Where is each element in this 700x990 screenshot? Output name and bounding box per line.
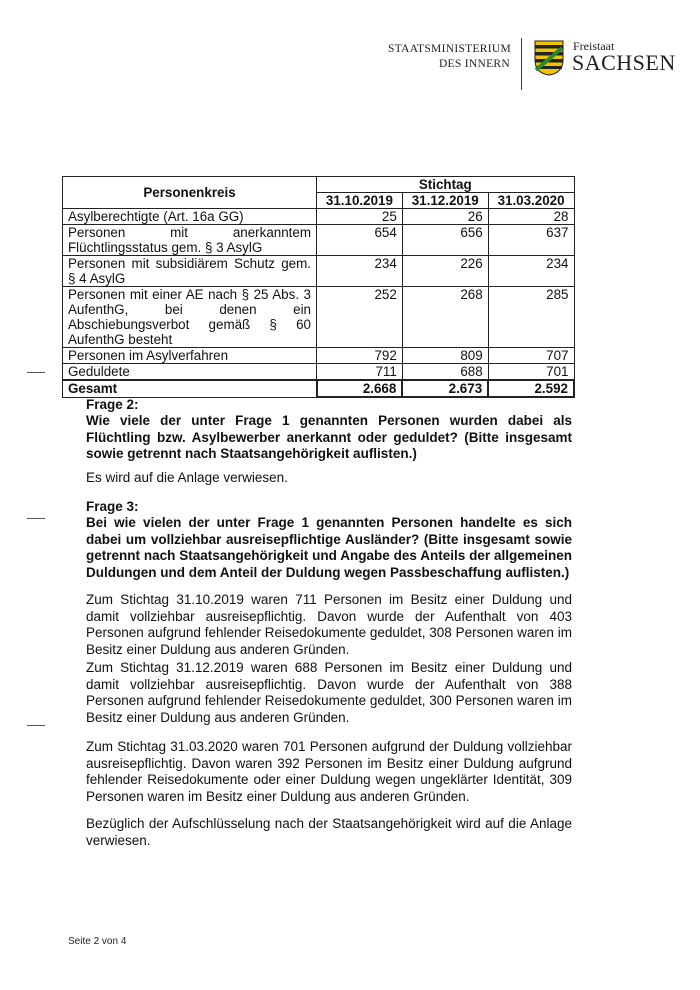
row-value: 252	[317, 287, 403, 348]
row-label: Personen mit einer AE nach § 25 Abs. 3 AufenthG, bei denen ein Abschiebungsverbot gemäß § 60 AufenthG besteht	[63, 287, 317, 348]
margin-mark	[27, 725, 45, 726]
row-value: 711	[317, 364, 403, 381]
row-value: 792	[317, 348, 403, 364]
row-value: 226	[402, 256, 488, 287]
margin-mark	[27, 372, 45, 373]
state-label-large: SACHSEN	[572, 50, 676, 75]
ministry-line-2: DES INNERN	[438, 58, 510, 70]
row-value: 26	[402, 209, 488, 225]
row-value: 25	[317, 209, 403, 225]
frage3-question: Bei wie vielen der unter Frage 1 genannten Personen handelte es sich dabei um vollziehbar ausreisepflichtige Ausländer? (Bitte insgesamt sowie getrennt nach Staatsangehörigkeit und Angabe des Anteils der allgemeinen Duldungen und dem Anteil der Duldung wegen Passbeschaffung auflisten.)	[86, 515, 572, 580]
row-value: 809	[402, 348, 488, 364]
row-label: Personen mit subsidiärem Schutz gem. § 4 AsylG	[63, 256, 317, 287]
row-value: 234	[488, 256, 574, 287]
saxony-coat-of-arms-icon	[534, 40, 564, 76]
margin-mark	[27, 518, 45, 519]
total-value: 2.668	[317, 380, 403, 397]
ministry-name	[388, 42, 510, 72]
frage3-heading: Frage 3:	[86, 499, 139, 514]
frage2-answer: Es wird auf die Anlage verwiesen.	[86, 470, 288, 485]
row-label: Personen im Asylverfahren	[63, 348, 317, 364]
row-value: 285	[488, 287, 574, 348]
ministry-line-1: STAATSMINISTERIUM	[388, 43, 512, 55]
table-row	[63, 209, 575, 225]
row-label: Asylberechtigte (Art. 16a GG)	[63, 209, 317, 225]
table-row	[63, 225, 575, 256]
state-label-small: Freistaat	[573, 39, 615, 53]
header-date: 31.10.2019	[317, 193, 403, 209]
table-row	[63, 364, 575, 381]
header-date: 31.12.2019	[402, 193, 488, 209]
row-value: 234	[317, 256, 403, 287]
table-row	[63, 348, 575, 364]
row-value: 268	[402, 287, 488, 348]
row-value: 688	[402, 364, 488, 381]
frage3-paragraph-3: Zum Stichtag 31.03.2020 waren 701 Personen aufgrund der Duldung vollziehbar ausreisepflichtig. Davon waren 392 Personen im Besitz einer Duldung aufgrund fehlender Reisedokumente oder einer Duldung wegen ungeklärter Identität, 309 Personen waren im Besitz einer Duldung aus anderen Gründen.	[86, 739, 572, 804]
frage2-heading: Frage 2:	[86, 397, 139, 412]
table-row	[63, 287, 575, 348]
row-value: 707	[488, 348, 574, 364]
row-value: 637	[488, 225, 574, 256]
table-total-row	[63, 380, 575, 397]
header-date: 31.03.2020	[488, 193, 574, 209]
row-value: 28	[488, 209, 574, 225]
row-value: 656	[402, 225, 488, 256]
page-number: Seite 2 von 4	[68, 936, 127, 947]
header-divider	[521, 38, 522, 90]
row-label: Geduldete	[63, 364, 317, 381]
frage2-question: Wie viele der unter Frage 1 genannten Personen wurden dabei als Flüchtling bzw. Asylbewerber anerkannt oder geduldet? (Bitte insgesamt sowie getrennt nach Staatsangehörigkeit auflisten.)	[86, 413, 572, 461]
total-value: 2.592	[488, 380, 574, 397]
total-label: Gesamt	[63, 380, 317, 397]
frage3-paragraph-1: Zum Stichtag 31.10.2019 waren 711 Personen im Besitz einer Duldung und damit vollziehbar ausreisepflichtig. Davon wurde der Aufenthalt von 403 Personen aufgrund fehlender Reisedokumente geduldet, 308 Personen waren im Besitz einer Duldung aus anderen Gründen.	[86, 592, 572, 657]
frage3-paragraph-2: Zum Stichtag 31.12.2019 waren 688 Personen im Besitz einer Duldung und damit vollziehbar ausreisepflichtig. Davon wurde der Aufenthalt von 388 Personen aufgrund fehlender Reisedokumente geduldet, 300 Personen waren im Besitz einer Duldung aus anderen Gründen.	[86, 660, 572, 725]
total-value: 2.673	[402, 380, 488, 397]
frage3-paragraph-4: Bezüglich der Aufschlüsselung nach der Staatsangehörigkeit wird auf die Anlage verwiesen.	[86, 816, 572, 848]
table-row	[63, 256, 575, 287]
header-personenkreis: Personenkreis	[63, 177, 317, 209]
statistics-table	[62, 176, 575, 398]
row-label: Personen mit anerkanntem Flüchtlingsstatus gem. § 3 AsylG	[63, 225, 317, 256]
row-value: 701	[488, 364, 574, 381]
row-value: 654	[317, 225, 403, 256]
header-stichtag: Stichtag	[317, 177, 575, 193]
